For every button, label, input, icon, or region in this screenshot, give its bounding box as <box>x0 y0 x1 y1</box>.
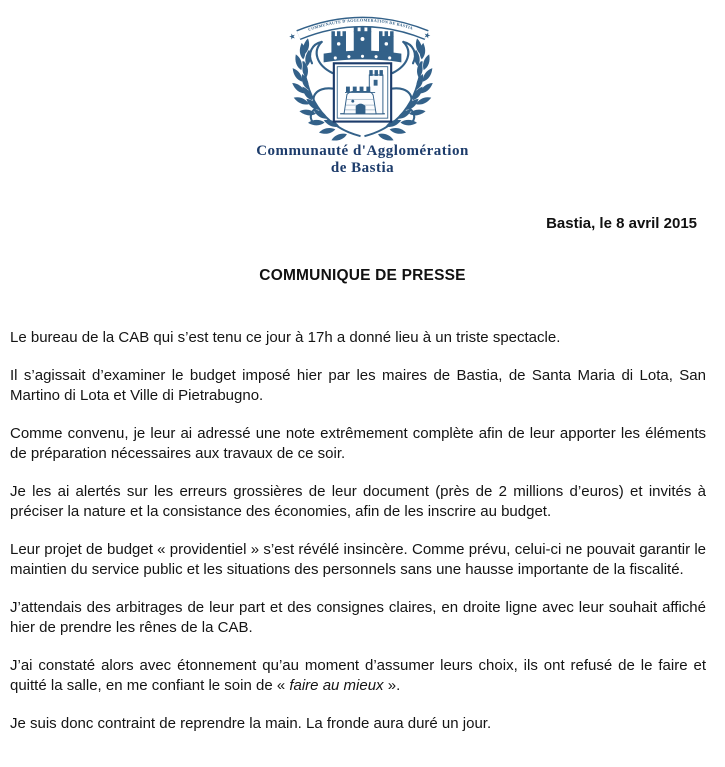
body-paragraph <box>10 598 706 638</box>
press-release-body <box>0 328 725 734</box>
press-release-title: COMMUNIQUE DE PRESSE <box>259 267 466 284</box>
paragraph-text: Comme convenu, je leur ai adressé une note extrêmement complète afin de leur apporter les éléments de préparation nécessaires aux travaux de ce soir. <box>10 425 706 462</box>
right-star-icon: ★ <box>422 30 432 41</box>
dateline: Bastia, le 8 avril 2015 <box>546 215 697 232</box>
cab-logo <box>0 0 725 177</box>
paragraph-text: ». <box>383 677 401 694</box>
paragraph-text: J’ai constaté alors avec étonnement qu’au moment d’assumer leurs choix, ils ont refusé de le faire et quitté la salle, en me confiant le soin de « <box>10 657 706 694</box>
paragraph-text: Il s’agissait d’examiner le budget imposé hier par les maires de Bastia, de Santa Maria di Lota, San Martino di Lota et Ville di Pietrabugno. <box>10 367 706 404</box>
banner-text: COMMUNAUTE D'AGGLOMERATION DE BASTIA <box>307 17 414 32</box>
logo-caption-line1: Communauté d'Agglomération <box>256 143 469 159</box>
paragraph-text: Leur projet de budget « providentiel » s’est révélé insincère. Comme prévu, celui-ci ne pouvait garantir le maintien du service public et les situations des personnels sans une hausse importante de la fiscalité. <box>10 541 706 578</box>
logo-caption-line2: de Bastia <box>330 160 395 176</box>
body-paragraph <box>10 540 706 580</box>
body-paragraph <box>10 328 706 348</box>
paragraph-text: J’attendais des arbitrages de leur part et des consignes claires, en droite ligne avec leur souhait affiché hier de prendre les rênes de la CAB. <box>10 599 706 636</box>
body-paragraph <box>10 424 706 464</box>
paragraph-italic-text: faire au mieux <box>289 677 384 694</box>
body-paragraph <box>10 482 706 522</box>
body-paragraph <box>10 656 706 696</box>
left-star-icon: ★ <box>287 31 298 42</box>
body-paragraph <box>10 714 706 734</box>
shield <box>334 63 391 121</box>
mural-crown <box>324 26 402 62</box>
paragraph-text: Je suis donc contraint de reprendre la main. La fronde aura duré un jour. <box>10 715 492 732</box>
paragraph-text: Je les ai alertés sur les erreurs grossières de leur document (près de 2 millions d’euros) et invités à préciser la nature et la consistance des économies, afin de les inscrire au budget. <box>10 483 706 520</box>
logo-caption <box>0 143 725 177</box>
body-paragraph <box>10 366 706 406</box>
paragraph-text: Le bureau de la CAB qui s’est tenu ce jour à 17h a donné lieu à un triste spectacle. <box>10 329 561 346</box>
bastia-coat-of-arms-icon <box>275 5 450 141</box>
